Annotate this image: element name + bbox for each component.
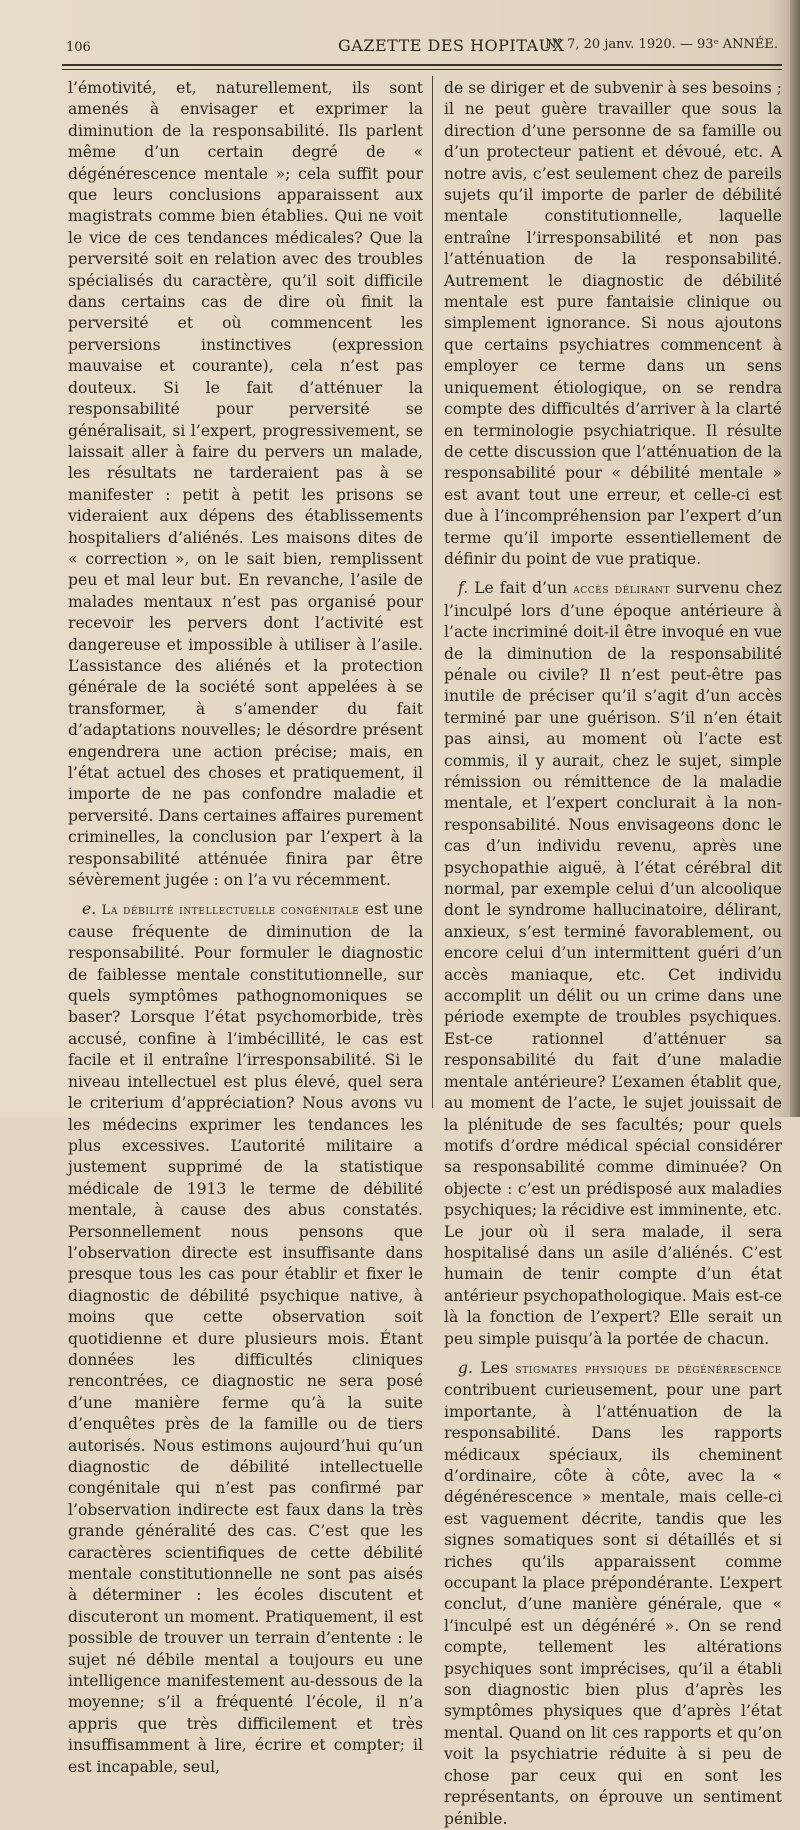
section-f: [444, 578, 782, 1350]
right-column: [444, 78, 782, 1828]
section-e: [68, 899, 423, 1778]
section-f-heading: accès délirant: [573, 582, 671, 598]
paragraph-debility-continued: de se diriger et de subvenir à ses besoins ; il ne peut guère travailler que sous la direction d’une personne de sa famille ou d’un protecteur patient et dévoué, etc. A notre avis, c’est seulement chez de pareils sujets qu’il importe de parler de débilité mentale constitutionnelle, laquelle entraîne l’irresponsabilité et non pas l’atténuation de la responsabilité. Autrement le diagnostic de débilité mentale est pure fantaisie clinique ou simplement ignorance. Si nous ajoutons que certains psychiatres commencent à employer ce terme dans un sens uniquement étiologique, on se rendra compte des difficultés d’arriver à la clarté en terminologie psychiatrique. Il résulte de cette discussion que l’atténuation de la responsabilité pour « débilité mentale » est avant tout une erreur, et celle-ci est due à l’incompréhension par l’expert d’un terme qu’il importe essentiellement de définir du point de vue pratique.: [444, 79, 782, 568]
section-e-label: e.: [82, 900, 97, 919]
journal-title: GAZETTE DES HOPITAUX: [338, 36, 565, 55]
section-f-lead: Le fait d’un: [474, 579, 568, 598]
paragraph-perversity: l’émotivité, et, naturellement, ils sont amenés à envisager et exprimer la diminution de la responsabilité. Ils parlent même d’un certain degré de « dégénérescence mentale »; cela suffit pour que leurs conclusions apparaissent aux magistrats comme bien établies. Qui ne voit le vice de ces tendances médicales? Que la perversité soit en relation avec des troubles spécialisés du caractère, qu’il soit difficile dans certains cas de dire où finit la perversité et où commencent les perversions instinctives (expression mauvaise et courante), cela n’est pas douteux. Si le fait d’atténuer la responsabilité pour perversité se généralisait, si l’expert, progressivement, se laissait aller à faire du pervers un malade, les résultats ne tarderaient pas à se manifester : petit à petit les prisons se videraient aux dépens des établissements hospitaliers d’aliénés. Les maisons dites de « correction », on le sait bien, remplissent peu et mal leur but. En revanche, l’asile de malades mentaux n’est pas organisé pour recevoir les pervers dont l’activité est dangereuse et impossible à utiliser à l’asile. L’assistance des aliénés et la protection générale de la société sont appelées à se transformer, à s’amender du fait d’adaptations nouvelles; le désordre présent engendrera une action précise; mais, en l’état actuel des choses et pratiquement, il importe de ne pas confondre maladie et perversité. Dans certaines affaires purement criminelles, la conclusion par l’expert à la responsabilité atténuée finira par être sévèrement jugée : on l’a vu récemment.: [68, 79, 423, 890]
section-g-text: contribuent curieusement, pour une part importante, à l’atténuation de la responsabilité. Dans les rapports médicaux spéciaux, ils cheminent d’ordinaire, côte à côte, avec la « dégénérescence » mentale, mais celle-ci est vaguement décrite, tandis que les signes somatiques sont si détaillés et si riches qu’ils apparaissent comme occupant la place prépondérante. L’expert conclut, d’une manière générale, que « l’inculpé est un dégénéré ». On se rend compte, tellement les altérations psychiques sont imprécises, qu’il a établi son diagnostic bien plus d’après les symptômes physiques que d’après l’état mental. Quand on lit ces rapports et qu’on voit la psychiatrie réduite à si peu de chose par ceux qui en sont les représentants, on éprouve un sentiment pénible.: [444, 1381, 782, 1828]
section-g: [444, 1358, 782, 1830]
section-f-text: survenu chez l’inculpé lors d’une époque antérieure à l’acte incriminé doit-il être invoqué en vue de la diminution de la responsabilité pénale ou civile? Il n’est peut-être pas inutile de préciser qu’il s’agit d’un accès terminé par une guérison. S’il n’en était pas ainsi, au moment où l’acte est commis, il y aurait, chez le sujet, simple rémission ou rémittence de la maladie mentale, et l’expert conclurait à la non-responsabilité. Nous envisageons donc le cas d’un individu revenu, après une psychopathie aiguë, à l’état cérébral dit normal, par exemple celui d’un alcoolique dont le syndrome hallucinatoire, délirant, anxieux, s’est terminé favorablement, ou encore celui d’un intermittent guéri d’un accès maniaque, etc. Cet individu accomplit un délit ou un crime dans une période exempte de troubles psychiques. Est-ce rationnel d’atténuer sa responsabilité du fait d’une maladie mentale antérieure? L’examen établit que, au moment de l’acte, le sujet jouissait de la plénitude de ses facultés; pour quels motifs d’ordre médical spécial considérer sa responsabilité comme diminuée? On objecte : c’est un prédisposé aux maladies psychiques; la récidive est imminente, etc. Le jour où il sera malade, il sera hospitalisé dans un asile d’aliénés. C’est humain de tenir compte d’un état antérieur psychopathologique. Mais est-ce là la fonction de l’expert? Elle serait un peu simple puisqu’à la portée de chacun.: [444, 579, 782, 1348]
section-e-text: est une cause fréquente de diminution de la responsabilité. Pour formuler le diagnostic de faiblesse mentale constitutionnelle, sur quels symptômes pathognomoniques se baser? Lorsque l’état psychomorbide, très accusé, confine à l’imbécillité, le cas est facile et il entraîne l’irresponsabilité. Si le niveau intellectuel est plus élevé, quel sera le criterium d’appréciation? Nous avons vu les médecins exprimer les tendances les plus excessives. L’autorité militaire a justement supprimé de la statistique médicale de 1913 le terme de débilité mentale, à cause des abus constatés. Personnellement nous pensons que l’observation directe est insuffisante dans presque tous les cas pour établir et fixer le diagnostic de débilité psychique native, à moins que cette observation soit quotidienne et dure plusieurs mois. Étant données les difficultés cliniques rencontrées, ce diagnostic ne sera posé d’une manière ferme qu’à la suite d’enquêtes près de la famille ou de tiers autorisés. Nous estimons aujourd’hui qu’un diagnostic de débilité intellectuelle congénitale qui n’est pas confirmé par l’observation indirecte est faux dans la très grande généralité des cas. C’est que les caractères scientifiques de cette débilité mentale constitutionnelle ne sont pas aisés à déterminer : les écoles discutent et discuteront un moment. Pratiquement, il est possible de trouver un terrain d’entente : le sujet né débile mental a toujours eu une intelligence manifestement au-dessous de la moyenne; s’il a fréquenté l’école, il n’a appris que très difficilement et très insuffisamment à lire, écrire et compter; il est incapable, seul,: [68, 900, 423, 1776]
section-g-lead: Les: [480, 1358, 509, 1377]
header-rule-thin: [62, 69, 782, 70]
page-header: [62, 32, 786, 62]
header-rule-thick: [62, 64, 782, 66]
section-g-label: g.: [458, 1358, 473, 1377]
issue-info: N° 7, 20 janv. 1920. — 93ᵉ ANNÉE.: [545, 37, 778, 52]
section-e-heading: La débilité intellectuelle congénitale: [101, 903, 360, 919]
column-divider: [432, 76, 433, 1108]
section-f-label: f.: [458, 579, 469, 598]
left-column: [68, 78, 423, 1776]
page-edge-shadow: [790, 0, 800, 1117]
section-g-heading: stigmates physiques de dégénérescence: [515, 1361, 782, 1377]
page-number: 106: [66, 40, 91, 55]
